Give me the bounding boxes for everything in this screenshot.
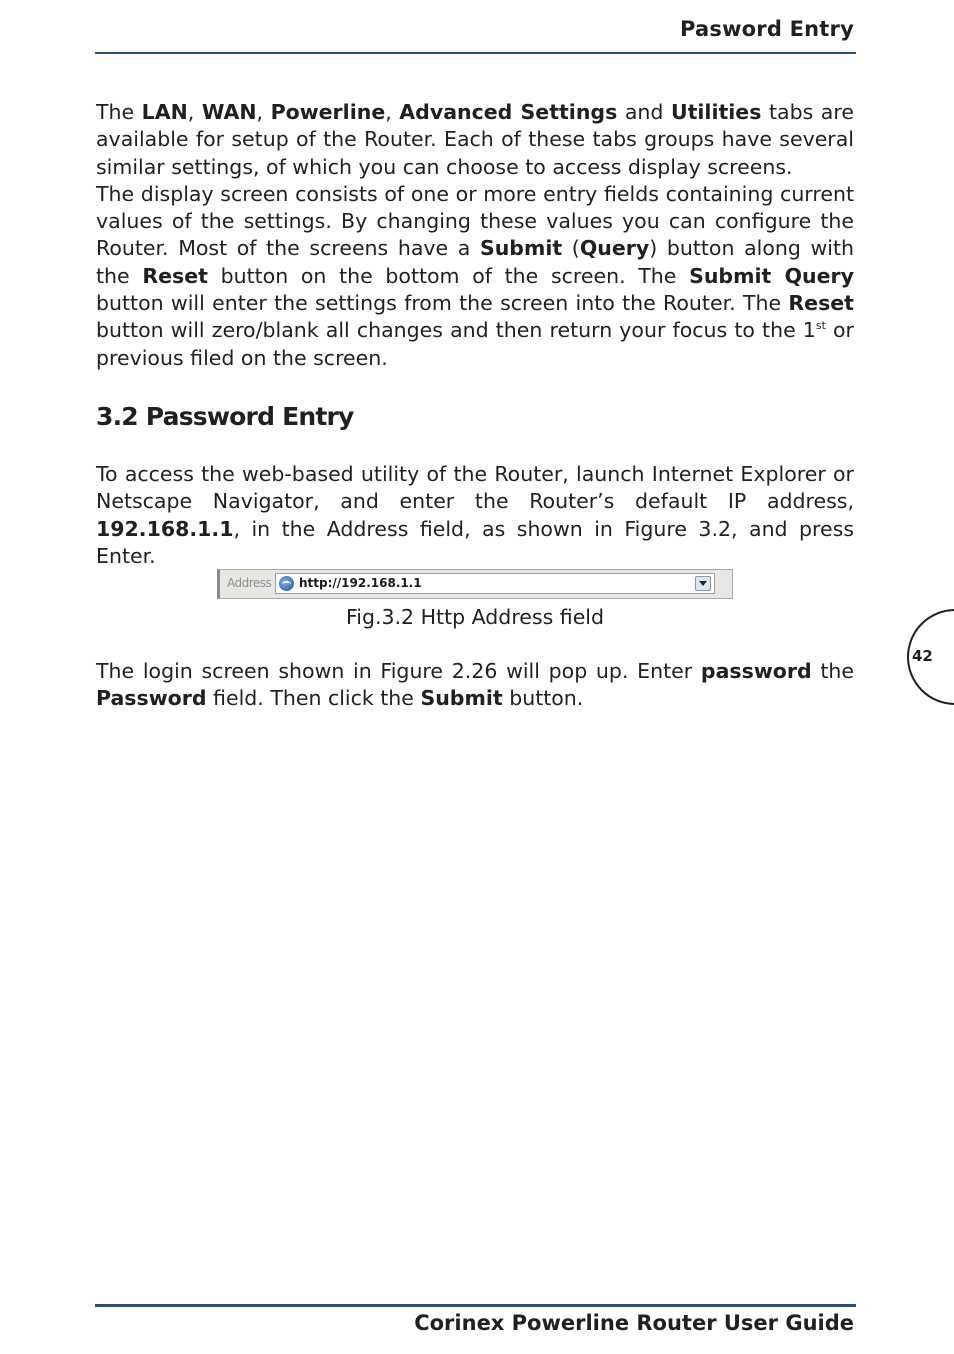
chevron-down-icon[interactable] xyxy=(695,576,711,591)
figure-caption: Fig.3.2 Http Address field xyxy=(345,605,605,629)
term-lan: LAN xyxy=(141,100,188,124)
text-run: The xyxy=(96,100,142,124)
term-submit: Submit xyxy=(479,236,563,261)
text-run: ( xyxy=(562,236,580,261)
ordinal-suffix: st xyxy=(815,319,826,333)
term-password-field: Password xyxy=(96,686,207,711)
section-paragraph-2 xyxy=(96,658,854,713)
address-label: Address xyxy=(227,576,272,590)
intro-text xyxy=(96,99,854,372)
text-run: the xyxy=(811,659,854,683)
text-run: ) button along with the xyxy=(96,236,854,288)
term-utilities: Utilities xyxy=(670,100,762,124)
text-run: and xyxy=(617,100,671,124)
address-value: http://192.168.1.1 xyxy=(299,576,422,590)
text-run: To access the web-based utility of the Router, launch Internet Explorer or Netscape Navigator, and enter the Router’s default IP address, xyxy=(96,462,854,514)
intro-paragraph-1 xyxy=(96,99,854,181)
paragraph xyxy=(96,658,854,713)
text-run: , xyxy=(187,100,202,124)
running-header: Pasword Entry xyxy=(679,17,854,41)
text-run: The login screen shown in Figure 2.26 will pop up. Enter xyxy=(96,659,701,683)
text-run: button will enter the settings from the screen into the Router. The xyxy=(96,291,789,316)
term-powerline: Powerline xyxy=(270,100,386,124)
page-number: 42 xyxy=(912,647,933,665)
paragraph xyxy=(96,461,854,570)
address-bar-figure xyxy=(217,569,733,599)
text-run: , xyxy=(256,100,271,124)
footer-rule xyxy=(95,1304,856,1307)
term-reset: Reset xyxy=(142,263,208,288)
intro-paragraph-2 xyxy=(96,181,854,372)
address-input[interactable] xyxy=(275,573,715,594)
text-run: , in the Address field, as shown in Figure 3.2, and press Enter. xyxy=(96,516,854,568)
term-submit-query: Submit Query xyxy=(689,263,854,288)
running-footer: Corinex Powerline Router User Guide xyxy=(414,1311,854,1335)
text-run: button. xyxy=(502,686,584,711)
text-run: , xyxy=(385,100,400,124)
text-run: or previous filed on the screen. xyxy=(96,318,854,370)
section-title: 3.2 Password Entry xyxy=(96,402,354,431)
text-run: tabs are available for setup of the Router. Each of these tabs groups have several similar settings, of which you can choose to access display screens. xyxy=(96,100,854,179)
text-run: field. Then click the xyxy=(206,686,421,711)
text-run: button will zero/blank all changes and then return your focus to the 1 xyxy=(96,318,816,343)
header-rule xyxy=(95,52,856,54)
ip-address: 192.168.1.1 xyxy=(96,516,234,541)
term-wan: WAN xyxy=(201,100,257,124)
text-run: The display screen consists of one or more entry fields containing current values of the settings. By changing these values you can configure the Router. Most of the screens have a xyxy=(96,181,854,261)
term-advanced-settings: Advanced Settings xyxy=(399,100,618,124)
term-query: Query xyxy=(579,236,650,261)
browser-page-icon xyxy=(279,576,294,591)
term-reset: Reset xyxy=(788,291,854,316)
section-paragraph-1 xyxy=(96,461,854,570)
text-run: button on the bottom of the screen. The xyxy=(207,263,690,288)
term-submit: Submit xyxy=(420,686,503,711)
term-password: password xyxy=(700,659,812,683)
